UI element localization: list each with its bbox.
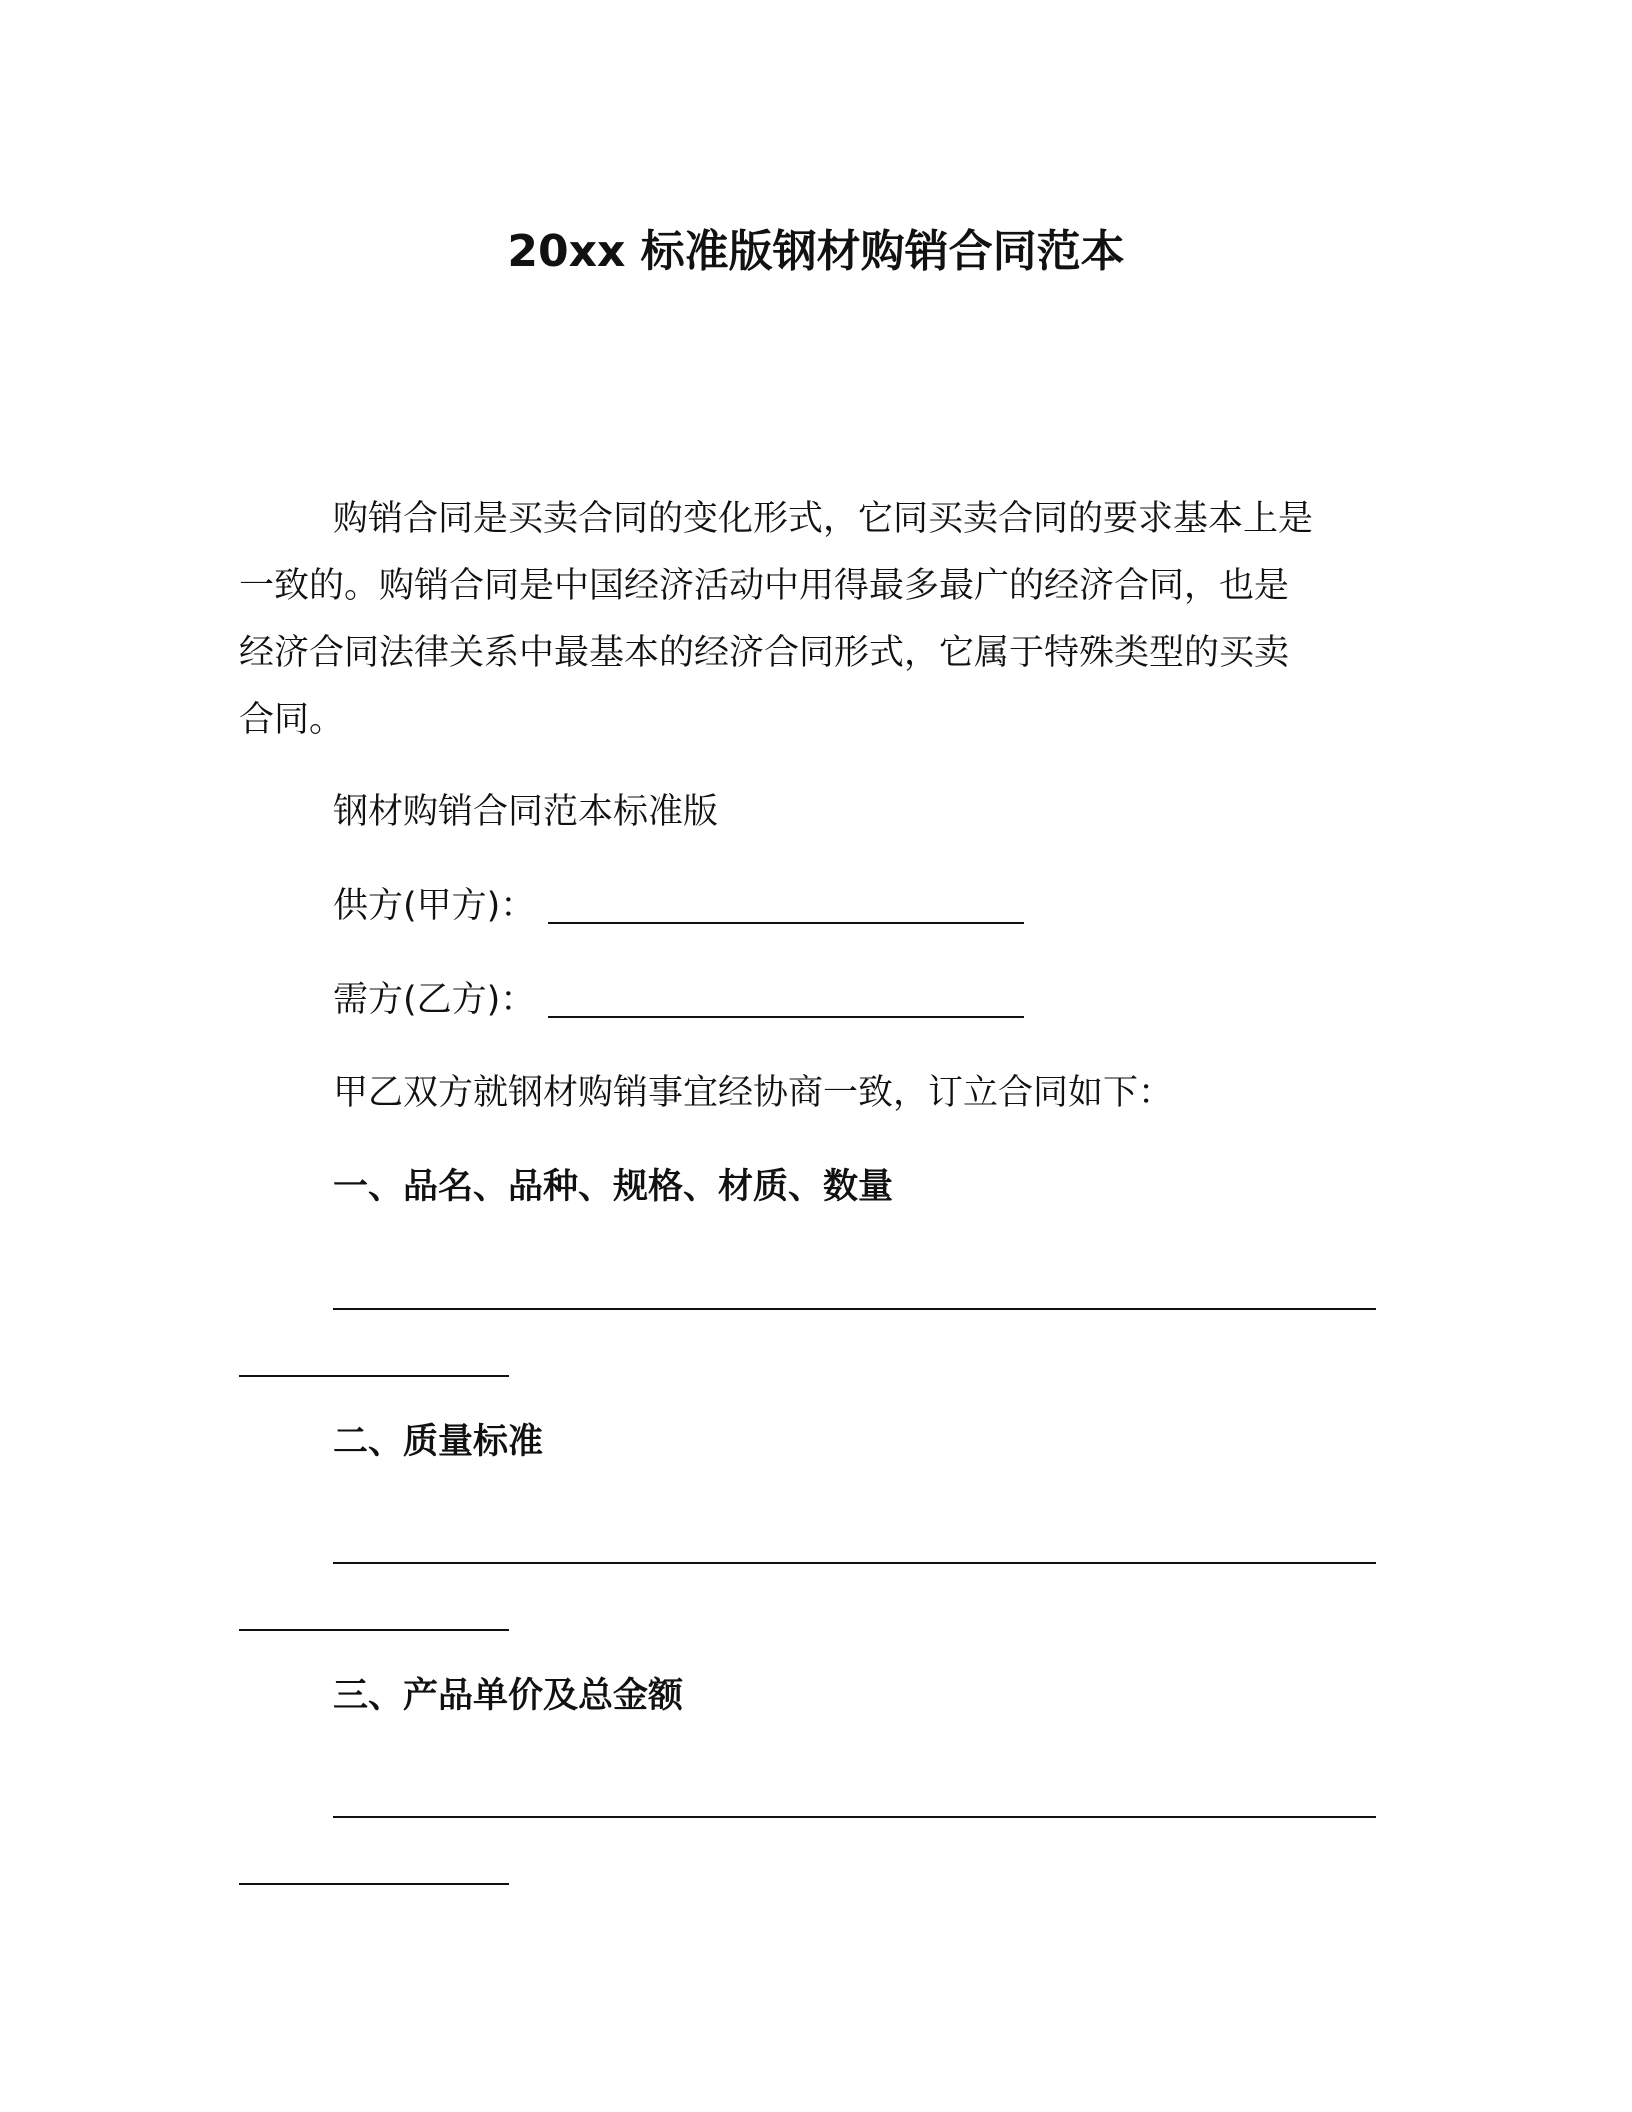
intro-line-4: 合同。 xyxy=(239,700,345,740)
section-heading-1: 一、品名、品种、规格、材质、数量 xyxy=(333,1167,894,1207)
section-heading-3: 三、产品单价及总金额 xyxy=(333,1676,684,1716)
section-heading-2: 二、质量标准 xyxy=(333,1422,544,1462)
buyer-blank-line xyxy=(548,1016,1024,1018)
section-3-blank-line-2 xyxy=(239,1883,509,1885)
section-2-blank-line-1 xyxy=(333,1562,1376,1564)
section-1-blank-line-1 xyxy=(333,1308,1376,1310)
section-2-blank-line-2 xyxy=(239,1629,509,1631)
buyer-label: 需方(乙方)： xyxy=(333,980,536,1020)
intro-line-2: 一致的。购销合同是中国经济活动中用得最多最广的经济合同，也是 xyxy=(239,566,1290,606)
intro-line-1: 购销合同是买卖合同的变化形式，它同买卖合同的要求基本上是 xyxy=(333,499,1314,539)
document-title: 20xx 标准版钢材购销合同范本 xyxy=(507,226,1125,277)
section-3-blank-line-1 xyxy=(333,1816,1376,1818)
agreement-line: 甲乙双方就钢材购销事宜经协商一致，订立合同如下： xyxy=(333,1073,1174,1113)
intro-line-3: 经济合同法律关系中最基本的经济合同形式，它属于特殊类型的买卖 xyxy=(239,633,1290,673)
subtitle: 钢材购销合同范本标准版 xyxy=(333,792,719,832)
section-1-blank-line-2 xyxy=(239,1375,509,1377)
supplier-label: 供方(甲方)： xyxy=(333,886,536,926)
supplier-blank-line xyxy=(548,922,1024,924)
